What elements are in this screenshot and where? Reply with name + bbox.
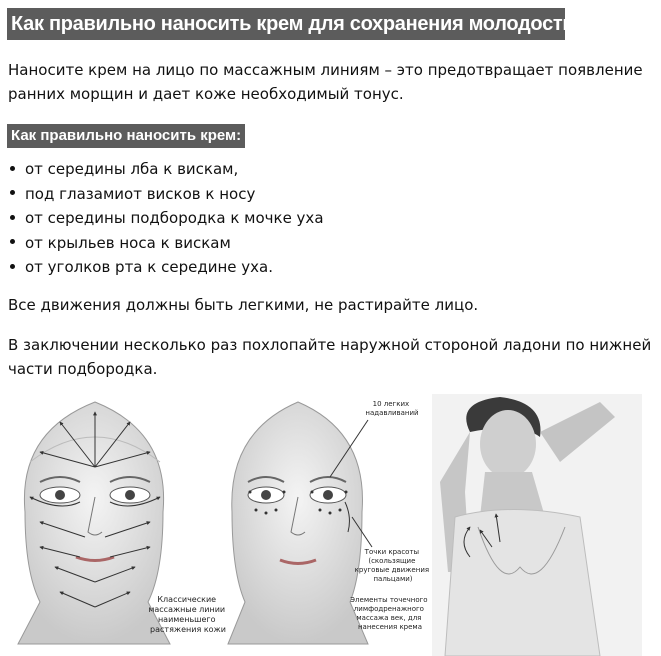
elements-caption-line: массажа век, для [356,614,422,622]
massage-lines-illustration [0,392,661,656]
page-title: Как правильно наносить крем для сохранения молодости кожи [7,8,565,40]
elements-caption-line: Элементы точечного [350,596,428,604]
points-caption-line: круговые движения [354,566,430,574]
list-item-text: от середины лба к вискам, [25,160,239,178]
points-caption-line: (скользящие [368,557,416,565]
svg-text:Элементы точечного лимфо [350,596,430,631]
bullet-icon [10,239,15,244]
left-caption-line: Классические [157,595,217,604]
woman-neck-massage-photo [432,394,642,656]
list-item-text: под глазамиот висков к носу [25,184,256,203]
list-item [8,255,324,280]
svg-text:10 легких надавливаний [365,400,418,417]
list-item [8,206,324,231]
list-item [8,182,324,207]
intro-paragraph: Наносите крем на лицо по массажным линиям – это предотвращает появление ранних морщин и дает коже необходимый тонус. [8,61,643,103]
list-item [8,231,324,256]
elements-caption-line: нанесения крема [357,623,423,631]
list-item-text: от середины подбородка к мочке уха [25,209,324,227]
left-caption-line: наименьшего [157,615,216,624]
conclusion-paragraph: В заключении несколько раз похлопайте наружной стороной ладони по нижней части подбородка. [8,336,652,378]
left-head-drawing [18,402,228,644]
svg-text:Точки красоты (скользящи [355,548,432,583]
middle-top-caption-line: надавливаний [365,409,419,417]
list-item [8,157,324,182]
bullet-icon [10,264,15,269]
left-caption-line: массажные линии [148,605,226,614]
middle-head-drawing [228,400,431,644]
list-item-text: от крыльев носа к вискам [25,233,231,252]
note-paragraph: Все движения должны быть легкими, не растирайте лицо. [8,296,479,314]
bullet-icon [10,190,15,195]
points-caption-line: Точки красоты [364,548,420,556]
subheading: Как правильно наносить крем: [7,124,245,148]
list-item-text: от уголков рта к середине уха. [25,258,273,276]
bullet-icon [10,166,15,171]
svg-text:Классические массажные л [148,595,227,634]
bullet-icon [10,215,15,220]
steps-list [8,157,324,280]
elements-caption-line: лимфодренажного [353,605,424,613]
left-caption-line: растяжения кожи [150,625,226,634]
points-caption-line: пальцами) [373,575,413,583]
middle-top-caption-line: 10 легких [372,400,410,408]
